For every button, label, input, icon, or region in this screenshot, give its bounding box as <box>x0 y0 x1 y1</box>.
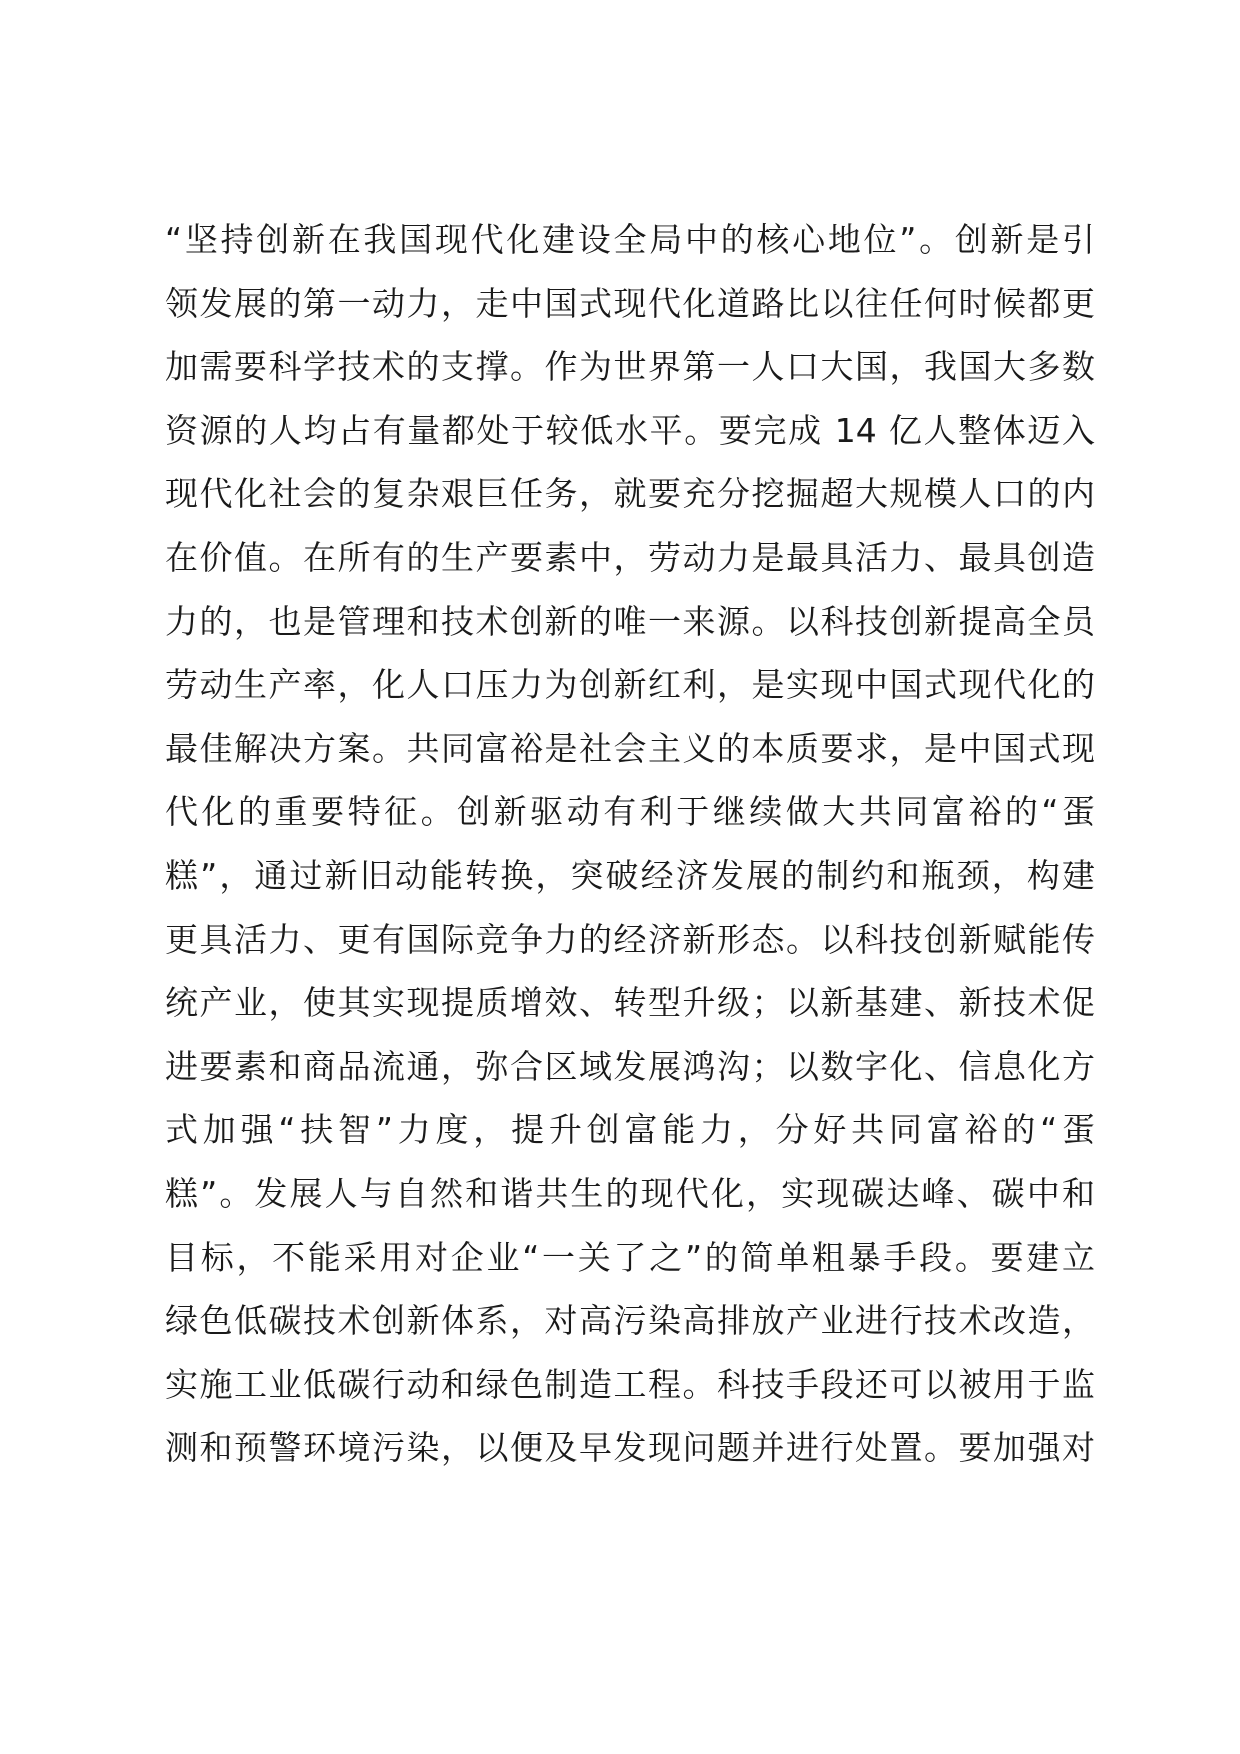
text-line: 式加强“扶智”力度，提升创富能力，分好共同富裕的“蛋 <box>165 1110 1095 1150</box>
text-line: 糕”，通过新旧动能转换，突破经济发展的制约和瓶颈，构建 <box>165 855 1095 895</box>
text-line: “坚持创新在我国现代化建设全局中的核心地位”。创新是引 <box>165 220 1095 259</box>
text-line: 代化的重要特征。创新驱动有利于继续做大共同富裕的“蛋 <box>165 792 1095 832</box>
text-line: 力的，也是管理和技术创新的唯一来源。以科技创新提高全员 <box>165 601 1095 641</box>
text-line: 更具活力、更有国际竞争力的经济新形态。以科技创新赋能传 <box>165 919 1095 959</box>
text-line: 目标，不能采用对企业“一关了之”的简单粗暴手段。要建立 <box>165 1237 1095 1277</box>
text-line: 绿色低碳技术创新体系，对高污染高排放产业进行技术改造， <box>165 1301 1095 1341</box>
text-line: 劳动生产率，化人口压力为创新红利，是实现中国式现代化的 <box>165 665 1095 705</box>
text-line: 最佳解决方案。共同富裕是社会主义的本质要求，是中国式现 <box>165 728 1095 768</box>
text-line: 加需要科学技术的支撑。作为世界第一人口大国，我国大多数 <box>165 347 1095 387</box>
text-line: 糕”。发展人与自然和谐共生的现代化，实现碳达峰、碳中和 <box>165 1173 1095 1213</box>
text-line: 资源的人均占有量都处于较低水平。要完成 14 亿人整体迈入 <box>165 410 1095 450</box>
text-line: 实施工业低碳行动和绿色制造工程。科技手段还可以被用于监 <box>165 1364 1095 1404</box>
text-line: 领发展的第一动力，走中国式现代化道路比以往任何时候都更 <box>165 283 1095 323</box>
text-line: 在价值。在所有的生产要素中，劳动力是最具活力、最具创造 <box>165 537 1095 577</box>
text-line: 现代化社会的复杂艰巨任务，就要充分挖掘超大规模人口的内 <box>165 474 1095 514</box>
text-line: 进要素和商品流通，弥合区域发展鸿沟；以数字化、信息化方 <box>165 1046 1095 1086</box>
text-line: 统产业，使其实现提质增效、转型升级；以新基建、新技术促 <box>165 983 1095 1023</box>
body-paragraph <box>165 208 1095 1480</box>
text-line: 测和预警环境污染，以便及早发现问题并进行处置。要加强对 <box>165 1428 1095 1468</box>
